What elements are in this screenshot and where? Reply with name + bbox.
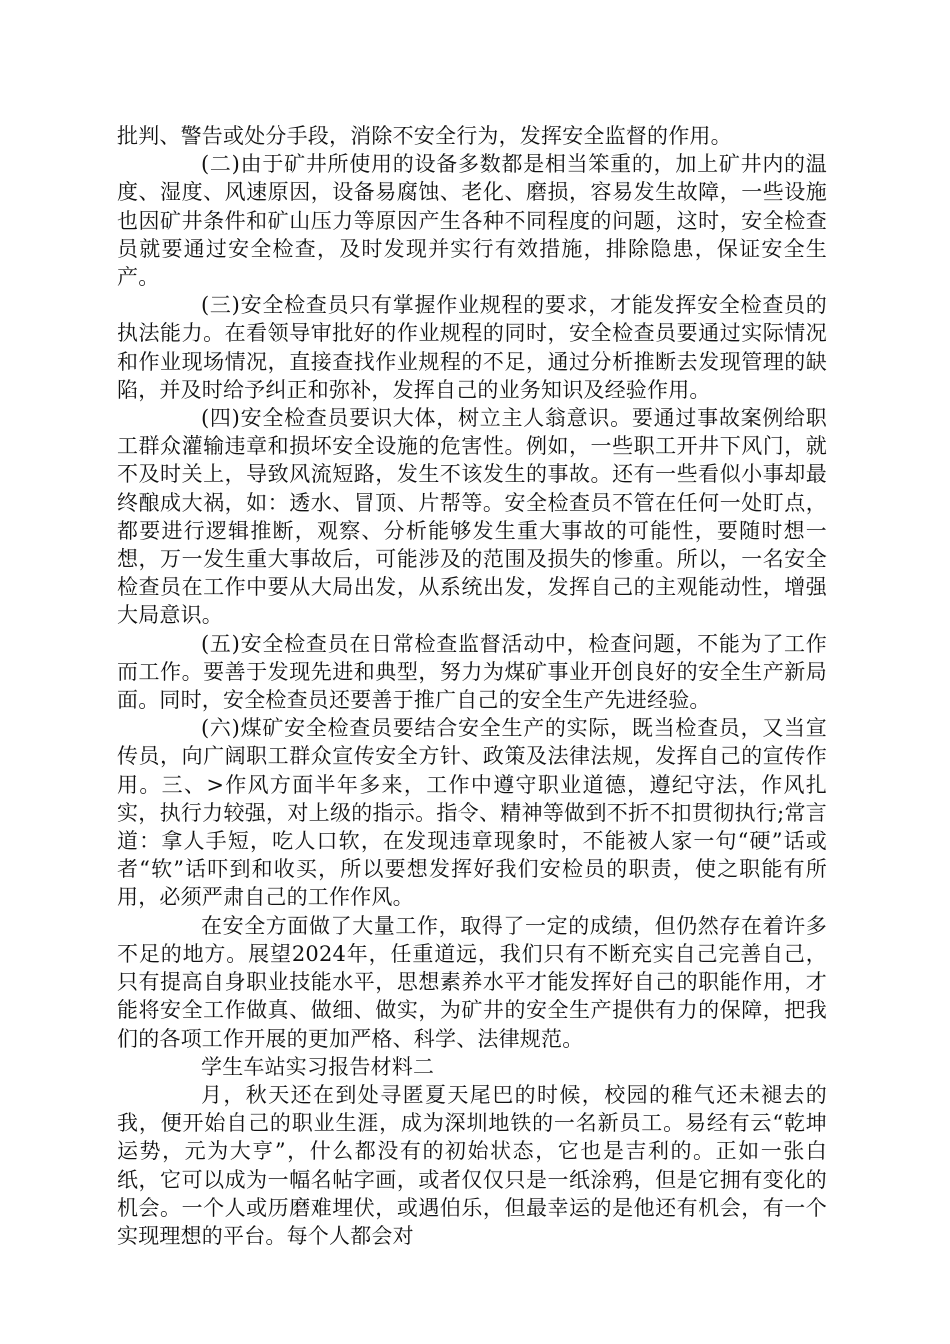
paragraph-internship-intro: 月，秋天还在到处寻匿夏天尾巴的时候，校园的稚气还未褪去的我，便开始自己的职业生涯，成为深圳地铁的一名新员工。易经有云“乾坤运势，元为大亨”，什么都没有的初始状态，它也是吉利的。正如一张白纸，它可以成为一幅名帖字画，或者仅仅只是一纸涂鸦，但是它拥有变化的机会。一个人或历磨难埋伏，或遇伯乐，但最幸运的是他还有机会，有一个实现理想的平台。每个人都会对 bbox=[117, 1082, 827, 1248]
section-heading: 学生车站实习报告材料二 bbox=[201, 1054, 435, 1079]
paragraph-inspection-activity: (五)安全检查员在日常检查监督活动中，检查问题，不能为了工作而工作。要善于发现先进和典型，努力为煤矿事业开创良好的安全生产新局面。同时，安全检查员还要善于推广自己的安全生产先进经验。 bbox=[117, 631, 827, 713]
paragraph-publicity: (六)煤矿安全检查员要结合安全生产的实际，既当检查员，又当宣传员，向广阔职工群众宣传安全方针、政策及法律法规，发挥自己的宣传作用。三、>作风方面半年多来，工作中遵守职业道德，遵纪守法，作风扎实，执行力较强，对上级的指示。指令、精神等做到不折不扣贯彻执行;常言道：拿人手短，吃人口软，在发现违章现象时，不能被人家一句“硬”话或者“软”话吓到和收买，所以要想发挥好我们安检员的职责，使之职能有所用，必须严肃自己的工作作风。 bbox=[117, 716, 827, 910]
document-body bbox=[117, 122, 827, 1250]
paragraph-regulations: (三)安全检查员只有掌握作业规程的要求，才能发挥安全检查员的执法能力。在看领导审批好的作业规程的同时，安全检查员要通过实际情况和作业现场情况，直接查找作业规程的不足，通过分析推断去发现管理的缺陷，并及时给予纠正和弥补，发挥自己的业务知识及经验作用。 bbox=[117, 293, 827, 402]
paragraph-overall-awareness: (四)安全检查员要识大体，树立主人翁意识。要通过事故案例给职工群众灌输违章和损坏安全设施的危害性。例如，一些职工开井下风门，就不及时关上，导致风流短路，发生不该发生的事故。还有一些看似小事却最终酿成大祸，如：透水、冒顶、片帮等。安全检查员不管在任何一处盯点，都要进行逻辑推断，观察、分析能够发生重大事故的可能性，要随时想一想，万一发生重大事故后，可能涉及的范围及损失的惨重。所以，一名安全检查员在工作中要从大局出发，从系统出发，发挥自己的主观能动性，增强大局意识。 bbox=[117, 406, 827, 628]
paragraph-summary: 在安全方面做了大量工作，取得了一定的成绩，但仍然存在着许多不足的地方。展望2024年，任重道远，我们只有不断充实自己完善自己，只有提高自身职业技能水平，思想素养水平才能发挥好自己的职能作用，才能将安全工作做真、做细、做实，为矿井的安全生产提供有力的保障，把我们的各项工作开展的更加严格、科学、法律规范。 bbox=[117, 913, 827, 1051]
paragraph-continuation: 批判、警告或处分手段，消除不安全行为，发挥安全监督的作用。 bbox=[117, 124, 732, 148]
paragraph-equipment: (二)由于矿井所使用的设备多数都是相当笨重的，加上矿井内的温度、湿度、风速原因，设备易腐蚀、老化、磨损，容易发生故障，一些设施也因矿井条件和矿山压力等原因产生各种不同程度的问题，这时，安全检查员就要通过安全检查，及时发现并实行有效措施，排除隐患，保证安全生产。 bbox=[117, 152, 827, 290]
